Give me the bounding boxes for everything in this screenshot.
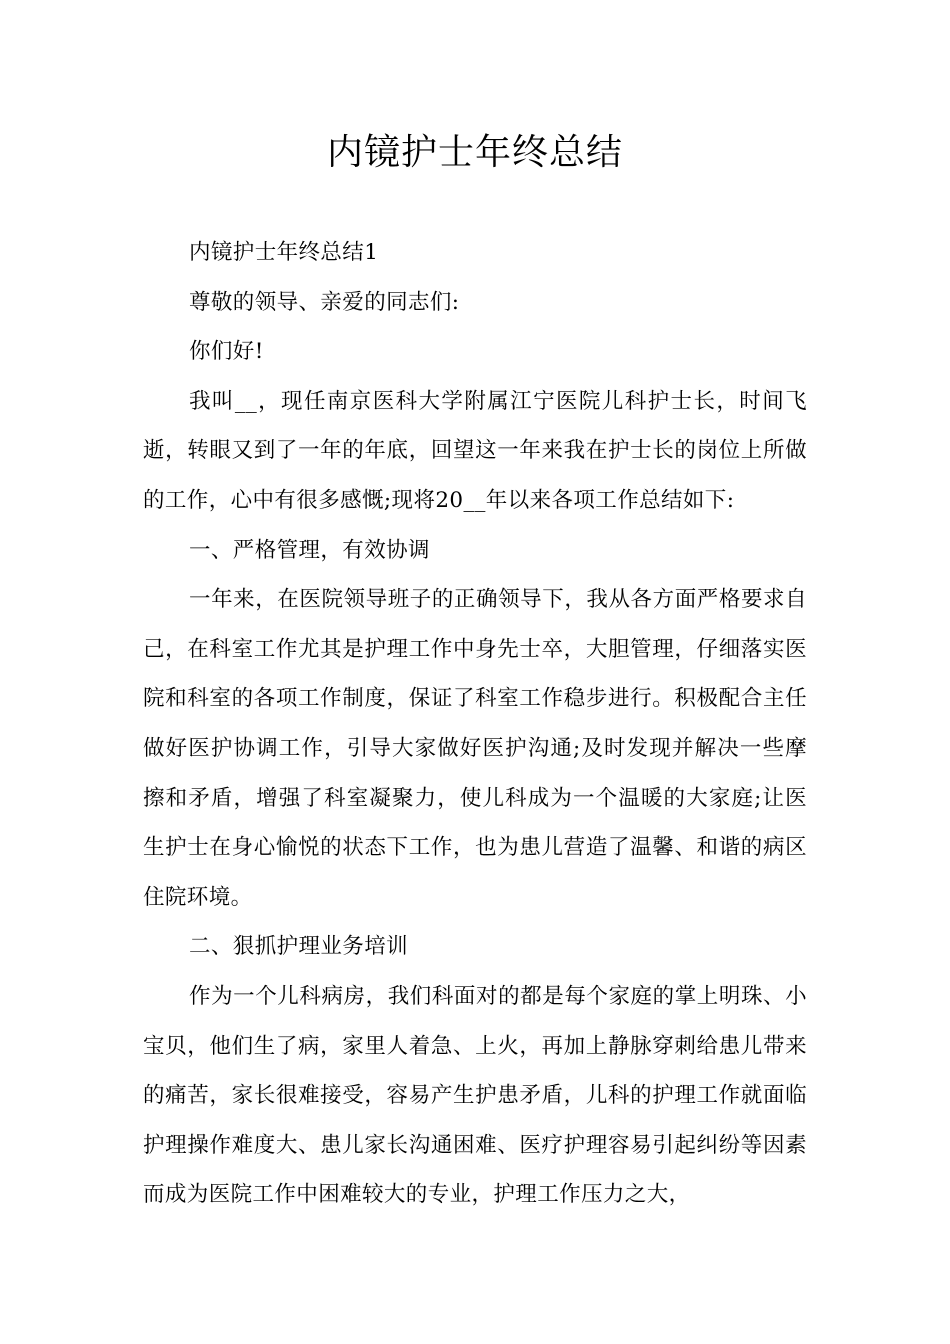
- section-1-paragraph: 一年来，在医院领导班子的正确领导下，我从各方面严格要求自己，在科室工作尤其是护理工作中身先士卒，大胆管理，仔细落实医院和科室的各项工作制度，保证了科室工作稳步进行。积极配合主任做好医护协调工作，引导大家做好医护沟通;及时发现并解决一些摩擦和矛盾，增强了科室凝聚力，使儿科成为一个温暖的大家庭;让医生护士在身心愉悦的状态下工作，也为患儿营造了温馨、和谐的病区住院环境。: [143, 587, 807, 910]
- intro-paragraph: 我叫__，现任南京医科大学附属江宁医院儿科护士长，时间飞逝，转眼又到了一年的年底，回望这一年来我在护士长的岗位上所做的工作，心中有很多感慨;现将20__年以来各项工作总结如下:: [143, 388, 807, 513]
- section-heading-numbered: 内镜护士年终总结1: [189, 240, 379, 265]
- greeting: 你们好!: [189, 339, 264, 365]
- section-2-paragraph: 作为一个儿科病房，我们科面对的都是每个家庭的掌上明珠、小宝贝，他们生了病，家里人着急、上火，再加上静脉穿刺给患儿带来的痛苦，家长很难接受，容易产生护患矛盾，儿科的护理工作就面临护理操作难度大、患儿家长沟通困难、医疗护理容易引起纠纷等因素而成为医院工作中困难较大的专业，护理工作压力之大，: [143, 983, 807, 1208]
- section-heading-1: 一、严格管理，有效协调: [189, 537, 430, 563]
- section-heading-2: 二、狠抓护理业务培训: [189, 934, 409, 960]
- document-title: 内镜护士年终总结: [326, 132, 623, 173]
- document-body: [143, 228, 807, 1220]
- salutation: 尊敬的领导、亲爱的同志们:: [189, 289, 460, 315]
